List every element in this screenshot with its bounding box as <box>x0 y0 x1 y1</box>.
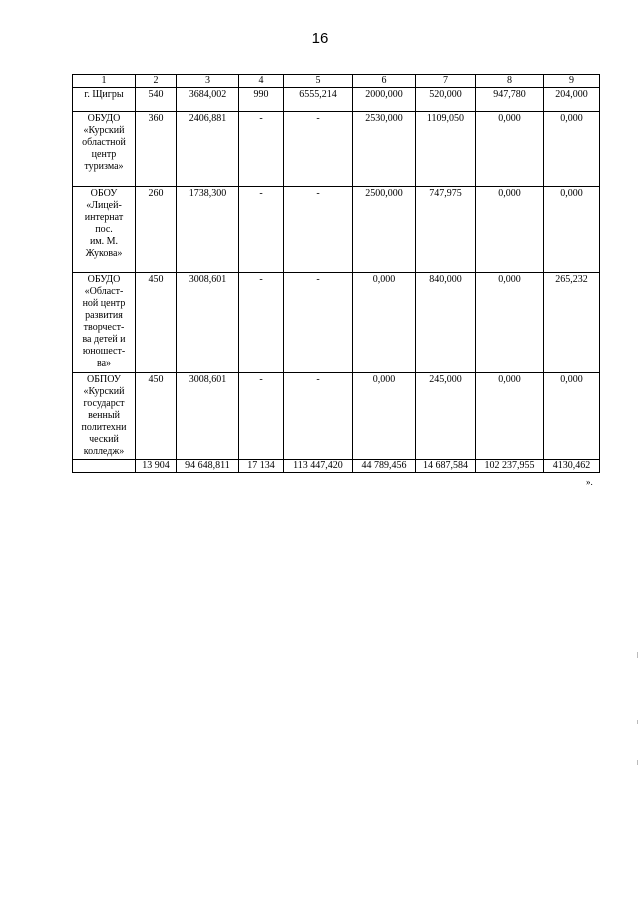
value-cell: 2406,881 <box>177 112 239 187</box>
value-cell: 6555,214 <box>284 88 353 112</box>
value-cell: 260 <box>136 187 177 273</box>
value-cell: - <box>239 273 284 373</box>
column-header: 2 <box>136 75 177 88</box>
organization-name-line: центр <box>91 149 117 160</box>
value-cell: 990 <box>239 88 284 112</box>
table-row <box>73 273 600 373</box>
organization-name-line: туризма» <box>84 161 124 172</box>
organization-name-line: колледж» <box>83 446 125 457</box>
column-header: 8 <box>476 75 544 88</box>
organization-name-line: Жукова» <box>85 248 123 259</box>
value-cell: - <box>239 373 284 460</box>
scan-artifact <box>637 720 638 724</box>
value-cell: 3008,601 <box>177 373 239 460</box>
total-cell: 44 789,456 <box>353 460 416 473</box>
value-cell: - <box>239 112 284 187</box>
organization-name-line: юношест- <box>82 346 126 357</box>
value-cell: 840,000 <box>416 273 476 373</box>
data-table <box>72 74 600 473</box>
organization-name-line: развития <box>85 310 123 321</box>
value-cell: 450 <box>136 273 177 373</box>
closing-quote-mark: ». <box>586 477 593 487</box>
organization-name-cell <box>73 187 136 273</box>
value-cell: 0,000 <box>353 273 416 373</box>
organization-name-line: «Лицей- <box>86 200 122 211</box>
organization-name-line: интернат <box>84 212 124 223</box>
total-cell: 113 447,420 <box>284 460 353 473</box>
value-cell: 520,000 <box>416 88 476 112</box>
total-cell: 17 134 <box>239 460 284 473</box>
value-cell: 450 <box>136 373 177 460</box>
table-row <box>73 373 600 460</box>
column-header: 3 <box>177 75 239 88</box>
value-cell: 1738,300 <box>177 187 239 273</box>
organization-name-line: ОБПОУ <box>87 374 121 385</box>
table-row <box>73 112 600 187</box>
organization-name-cell <box>73 88 136 112</box>
total-cell: 102 237,955 <box>476 460 544 473</box>
value-cell: 204,000 <box>544 88 600 112</box>
organization-name-cell <box>73 112 136 187</box>
table-row <box>73 187 600 273</box>
total-cell: 4130,462 <box>544 460 600 473</box>
page-number: 16 <box>311 30 329 47</box>
value-cell: - <box>284 273 353 373</box>
value-cell: 0,000 <box>544 373 600 460</box>
value-cell: 0,000 <box>353 373 416 460</box>
organization-name-line: г. Щигры <box>84 89 124 100</box>
organization-name-line: областной <box>82 137 126 148</box>
scan-artifact <box>637 760 638 765</box>
value-cell: 0,000 <box>476 112 544 187</box>
value-cell: 747,975 <box>416 187 476 273</box>
organization-name-line: «Област- <box>84 286 124 297</box>
value-cell: 2000,000 <box>353 88 416 112</box>
value-cell: 360 <box>136 112 177 187</box>
table-row <box>73 88 600 112</box>
value-cell: 947,780 <box>476 88 544 112</box>
total-cell: 94 648,811 <box>177 460 239 473</box>
organization-name-cell <box>73 273 136 373</box>
column-header: 6 <box>353 75 416 88</box>
value-cell: 3008,601 <box>177 273 239 373</box>
total-cell: 14 687,584 <box>416 460 476 473</box>
header-row <box>73 75 600 88</box>
column-header: 5 <box>284 75 353 88</box>
value-cell: - <box>239 187 284 273</box>
value-cell: 245,000 <box>416 373 476 460</box>
value-cell: 1109,050 <box>416 112 476 187</box>
value-cell: 0,000 <box>476 273 544 373</box>
value-cell: - <box>284 373 353 460</box>
column-header: 9 <box>544 75 600 88</box>
organization-name-line: им. М. <box>89 236 119 247</box>
scan-artifact <box>637 652 638 658</box>
total-cell <box>73 460 136 473</box>
organization-name-line: пос. <box>95 224 113 235</box>
value-cell: - <box>284 112 353 187</box>
organization-name-line: ОБОУ <box>90 188 118 199</box>
organization-name-line: «Курский <box>83 386 125 397</box>
value-cell: 2500,000 <box>353 187 416 273</box>
organization-name-line: ОБУДО <box>87 113 121 124</box>
organization-name-line: государст <box>83 398 125 409</box>
value-cell: 0,000 <box>544 187 600 273</box>
value-cell: 0,000 <box>544 112 600 187</box>
column-header: 4 <box>239 75 284 88</box>
value-cell: - <box>284 187 353 273</box>
organization-name-line: ОБУДО <box>87 274 121 285</box>
value-cell: 0,000 <box>476 373 544 460</box>
value-cell: 3684,002 <box>177 88 239 112</box>
organization-name-line: ва» <box>96 358 112 369</box>
organization-name-cell <box>73 373 136 460</box>
organization-name-line: ва детей и <box>82 334 126 345</box>
value-cell: 2530,000 <box>353 112 416 187</box>
total-cell: 13 904 <box>136 460 177 473</box>
organization-name-line: «Курский <box>83 125 125 136</box>
organization-name-line: ческий <box>89 434 119 445</box>
organization-name-line: творчест- <box>83 322 125 333</box>
column-header: 1 <box>73 75 136 88</box>
organization-name-line: политехни <box>81 422 127 433</box>
column-header: 7 <box>416 75 476 88</box>
value-cell: 0,000 <box>476 187 544 273</box>
organization-name-line: венный <box>88 410 120 421</box>
organization-name-line: ной центр <box>82 298 126 309</box>
table-body <box>73 88 600 460</box>
total-row <box>73 460 600 473</box>
value-cell: 265,232 <box>544 273 600 373</box>
value-cell: 540 <box>136 88 177 112</box>
